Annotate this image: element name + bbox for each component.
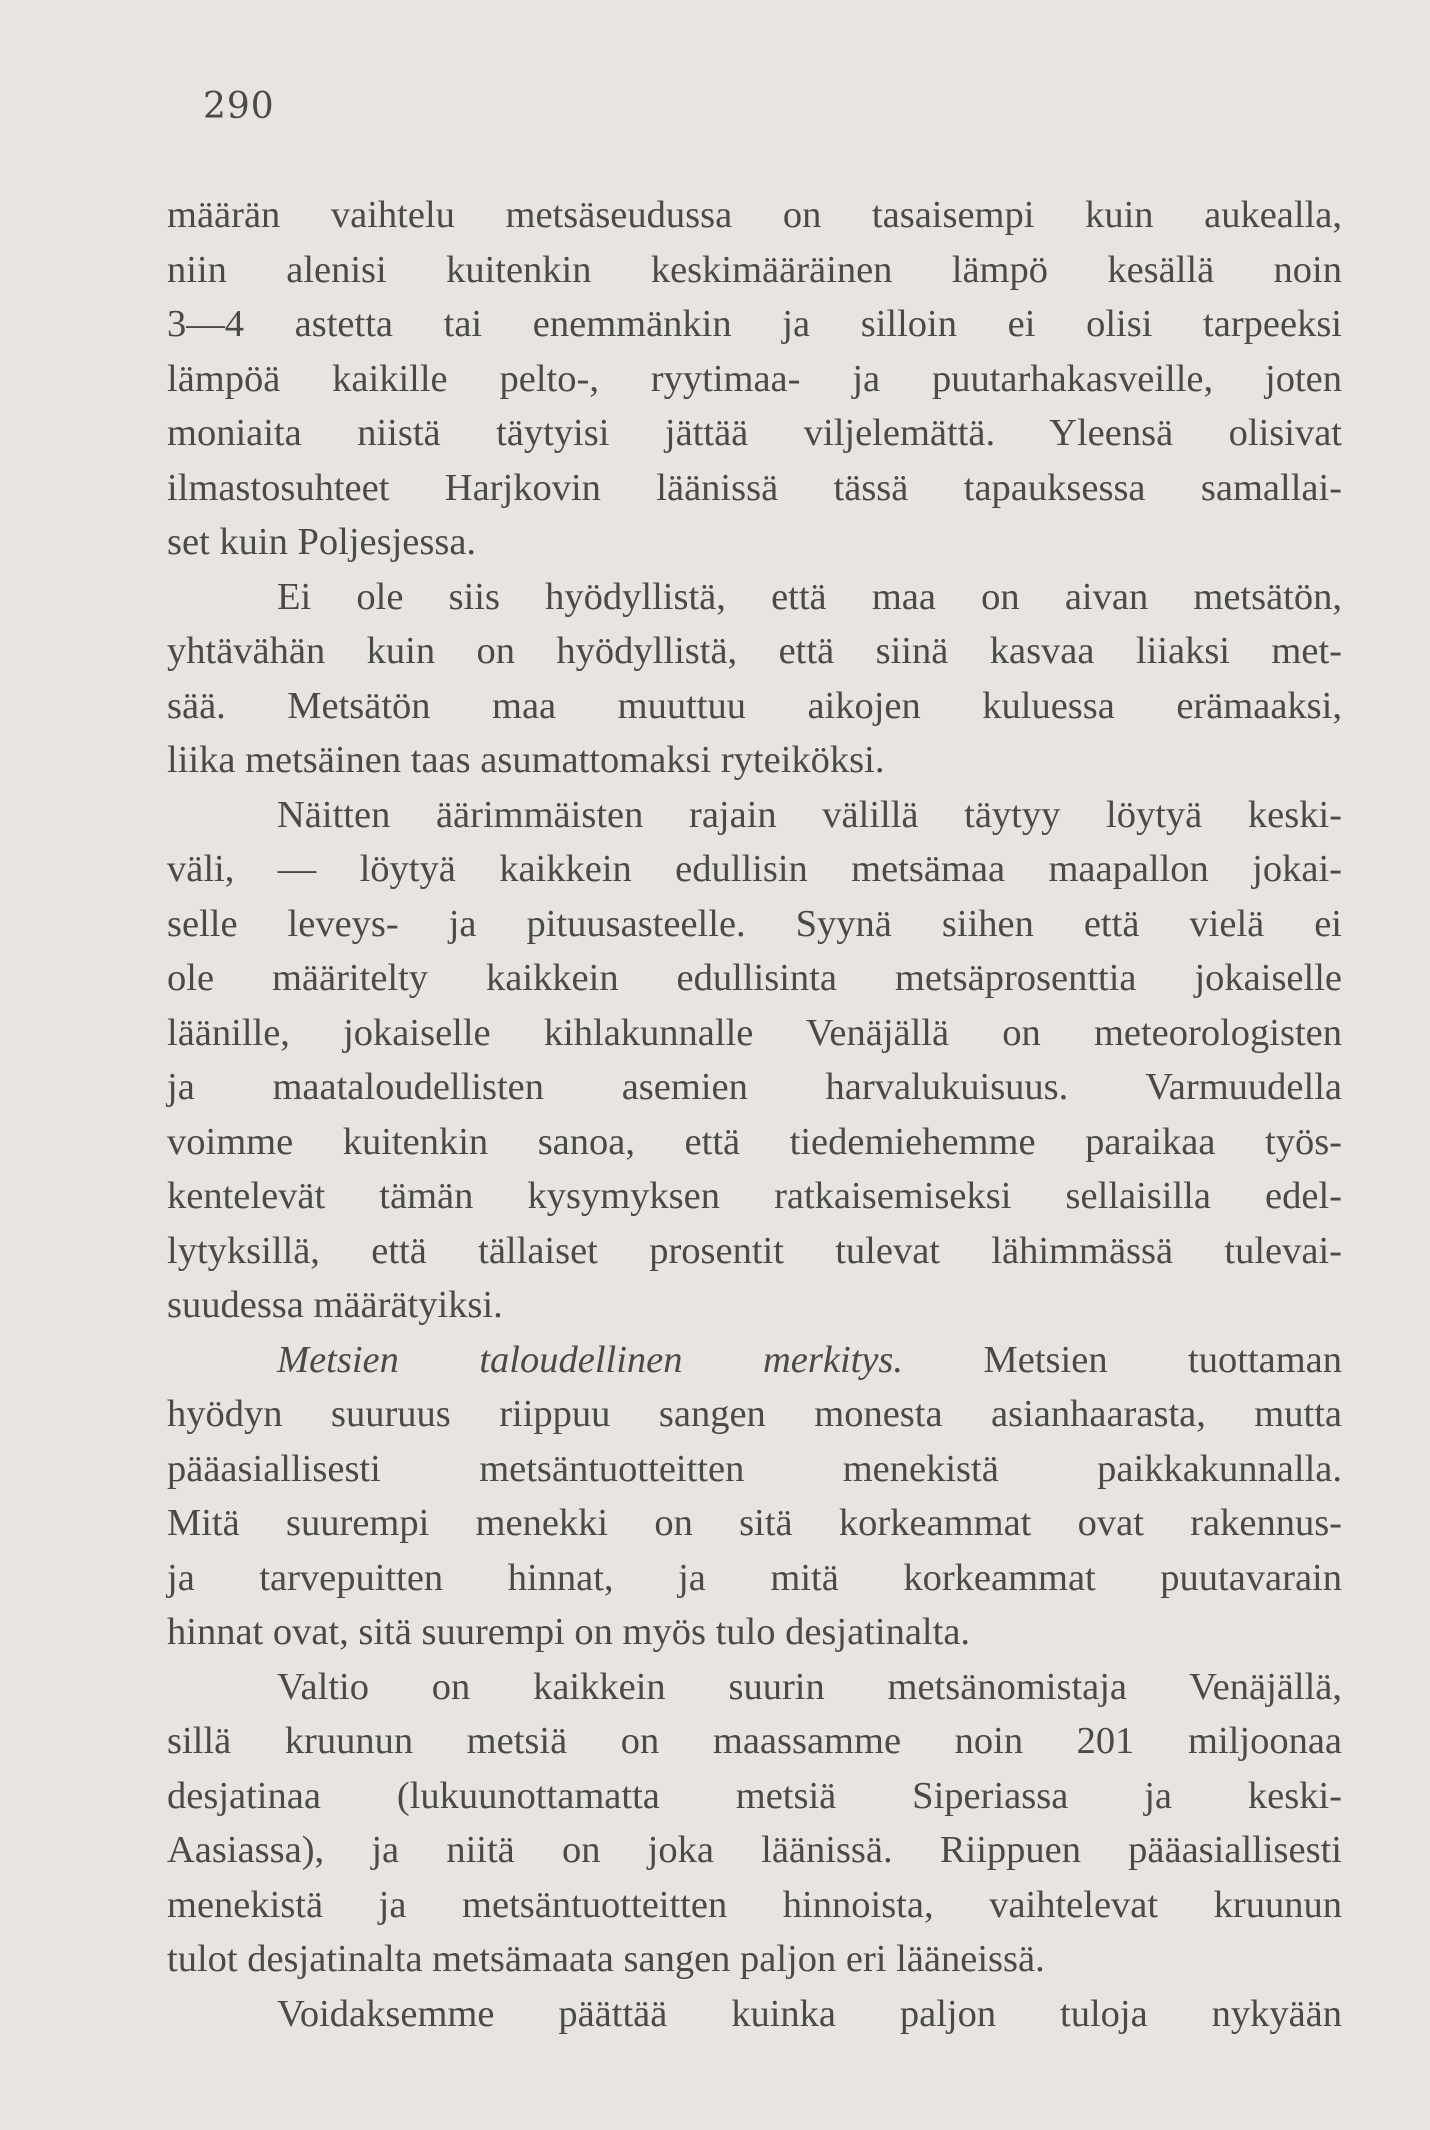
text-line: tulot desjatinalta metsämaata sangen paljon eri lääneissä. xyxy=(167,1938,1045,1980)
text-line: pääasiallisesti metsäntuotteitten menekistä paikkakunnalla. xyxy=(167,1447,1342,1490)
page-number: 290 xyxy=(203,86,275,127)
text-line: määrän vaihtelu metsäseudussa on tasaisempi kuin aukealla, xyxy=(167,194,1342,236)
text-line: sää. Metsätön maa muuttuu aikojen kuluessa erämaaksi, xyxy=(167,684,1342,727)
text-line: voimme kuitenkin sanoa, että tiedemiehemme paraikaa työs- xyxy=(167,1120,1342,1163)
section-heading: Metsien taloudellinen merkitys. xyxy=(277,1338,904,1381)
text-line: menekistä ja metsäntuotteitten hinnoista, vaihtelevat kruunun xyxy=(167,1883,1342,1926)
text-line: desjatinaa (lukuunottamatta metsiä Siperiassa ja keski- xyxy=(167,1774,1342,1817)
text-line: ja maataloudellisten asemien harvalukuisuus. Varmuudella xyxy=(167,1066,1342,1108)
text-line: väli, — löytyä kaikkein edullisin metsämaa maapallon jokai- xyxy=(167,848,1342,890)
text-line: yhtävähän kuin on hyödyllistä, että siinä kasvaa liiaksi met- xyxy=(167,630,1342,672)
text-line: hinnat ovat, sitä suurempi on myös tulo desjatinalta. xyxy=(167,1611,971,1653)
text-line: selle leveys- ja pituusasteelle. Syynä siihen että vielä ei xyxy=(167,902,1342,945)
text-span: Metsien tuottaman xyxy=(983,1338,1343,1381)
text-line: lämpöä kaikille pelto-, ryytimaa- ja puutarhakasveille, joten xyxy=(167,357,1342,400)
text-line: ja tarvepuitten hinnat, ja mitä korkeammat puutavarain xyxy=(167,1556,1342,1599)
text-line: kentelevät tämän kysymyksen ratkaisemiseksi sellaisilla edel- xyxy=(167,1175,1342,1217)
paragraph-start-line: Valtio on kaikkein suurin metsänomistaja Venäjällä, xyxy=(277,1665,1342,1708)
text-line: hyödyn suuruus riippuu sangen monesta asianhaarasta, mutta xyxy=(167,1393,1342,1435)
text-line: Mitä suurempi menekki on sitä korkeammat ovat rakennus- xyxy=(167,1502,1342,1544)
body-text xyxy=(167,188,1342,2041)
text-line: läänille, jokaiselle kihlakunnalle Venäjällä on meteorologisten xyxy=(167,1011,1342,1054)
text-line: Aasiassa), ja niitä on joka läänissä. Riippuen pääasiallisesti xyxy=(167,1829,1342,1871)
text-line: 3—4 astetta tai enemmänkin ja silloin ei olisi tarpeeksi xyxy=(167,303,1342,345)
text-line: suudessa määrätyiksi. xyxy=(167,1284,503,1326)
text-line: niin alenisi kuitenkin keskimääräinen lämpö kesällä noin xyxy=(167,248,1342,291)
text-line: lytyksillä, että tällaiset prosentit tulevat lähimmässä tulevai- xyxy=(167,1229,1342,1272)
text-line: moniaita niistä täytyisi jättää viljelemättä. Yleensä olisivat xyxy=(167,412,1342,454)
paragraph-start-line: Näitten äärimmäisten rajain välillä täytyy löytyä keski- xyxy=(277,793,1342,836)
text-line: liika metsäinen taas asumattomaksi ryteiköksi. xyxy=(167,739,885,781)
section-heading-line xyxy=(167,1333,1342,1388)
text-line: sillä kruunun metsiä on maassamme noin 201 miljoonaa xyxy=(167,1720,1342,1762)
text-line: set kuin Poljesjessa. xyxy=(167,521,477,563)
text-line: ole määritelty kaikkein edullisinta metsäprosenttia jokaiselle xyxy=(167,957,1342,999)
text-line: ilmastosuhteet Harjkovin läänissä tässä tapauksessa samallai- xyxy=(167,466,1342,509)
paragraph-start-line: Ei ole siis hyödyllistä, että maa on aivan metsätön, xyxy=(277,575,1342,618)
paragraph-start-line: Voidaksemme päättää kuinka paljon tuloja nykyään xyxy=(277,1992,1342,2035)
